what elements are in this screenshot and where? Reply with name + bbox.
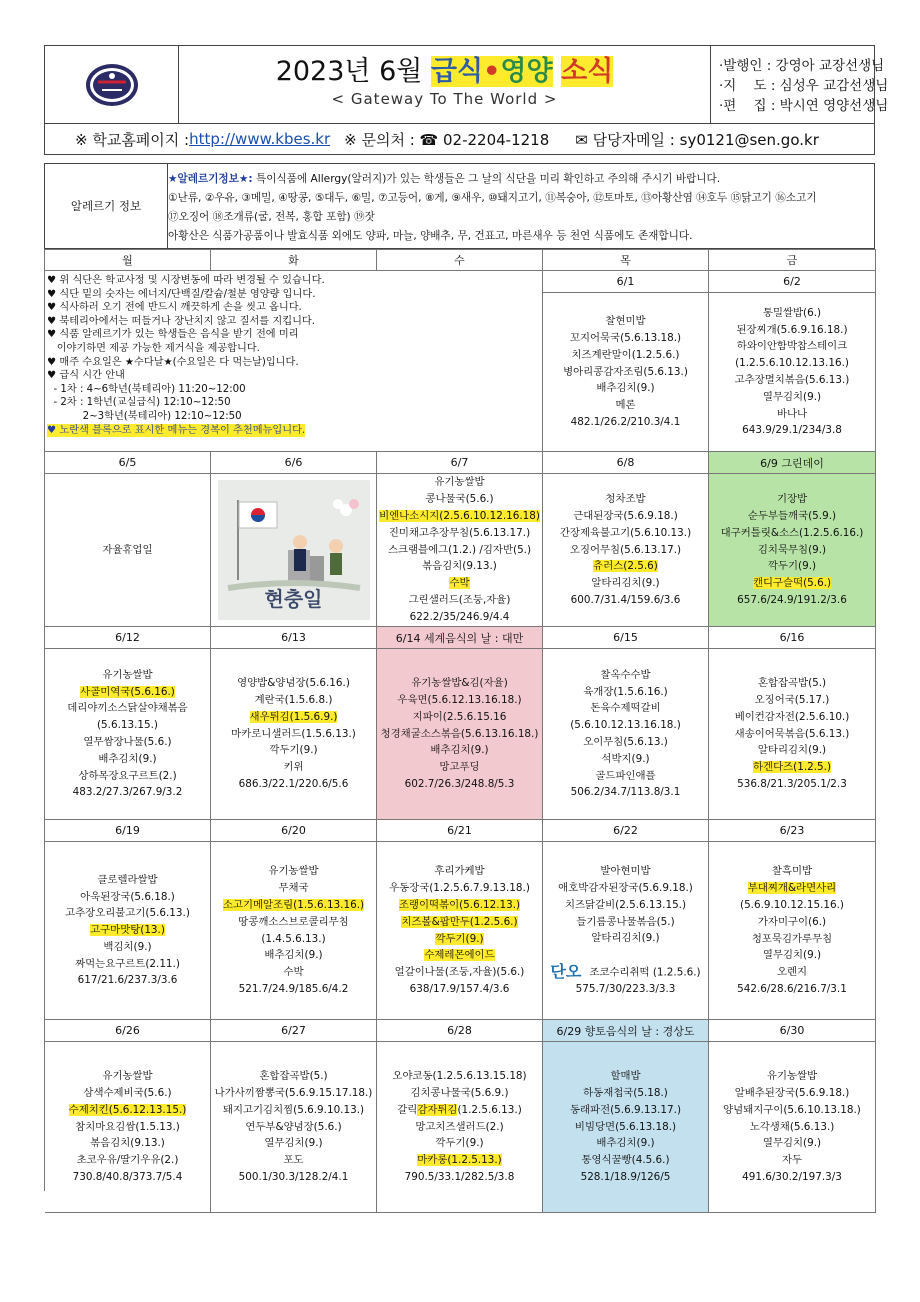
menu-item: 우육면(5.6.12.13.16.18.) [397,694,522,706]
note-recommend: ♥ 노란색 블록으로 표시한 메뉴는 경복이 추천메뉴입니다. [47,424,306,436]
menu-item: 521.7/24.9/185.6/4.2 [238,982,349,995]
menu-item: 대구커틀릿&소스(1.2.5.6.16.) [720,526,864,539]
menu-item: 돼지고기김치찜(5.6.9.10.13.) [222,1103,365,1116]
date-label: 6/29 향토음식의 날 : 경상도 [556,1024,695,1038]
menu-item: 혼합잡곡밥(5.) [259,1070,328,1083]
menu-cell [543,1042,709,1213]
menu-item: 치즈볼&팝만두(1.2.5.6.) [401,915,518,928]
note-line: - 2차 : 1학년(교실급식) 12:10~12:50 [47,397,231,409]
menu-item: 참치마요김쌈(1.5.13.) [75,1120,180,1133]
staff-row [719,96,889,116]
staff-row [719,56,885,76]
menu-item: 석박지(9.) [601,752,650,765]
menu-item: 오렌지 [776,966,808,979]
menu-item: 키위 [283,761,304,774]
menu-item: 고추장멸치볶음(5.6.13.) [734,374,850,386]
title-word-news: 소식 [561,56,614,87]
date-header [543,1020,709,1042]
date-header [45,627,211,649]
menu-item: 열무김치(9.) [762,390,822,403]
memorial-day-caption: 현충일 [264,587,323,612]
menu-item: 686.3/22.1/220.6/5.6 [238,777,349,790]
menu-item: 알타리김치(9.) [591,577,660,590]
menu-item: 마카롱(1.2.5.13.) [417,1154,502,1167]
date-label: 6/2 [783,275,801,288]
allergy-note: 아황산은 식품가공품이나 발효식품 외에도 양파, 마늘, 양배추, 무, 건표고, 마른새우 등 천연 식품에도 존재합니다. [168,230,693,242]
menu-item: 츄러스(2.5.6) [593,560,658,573]
menu-item: 할매밥 [610,1070,641,1083]
menu-cell [211,1042,377,1213]
day-header [45,250,211,271]
menu-item: 유기농쌀밥 [102,668,153,681]
notes-box [45,271,543,452]
menu-item: 땅콩깨소스브로콜리무침 [238,915,349,928]
menu-item: 소고기메알조림(1.5.6.13.16.) [222,898,365,911]
menu-item: (5.6.10.12.13.16.18.) [570,719,681,732]
note-line: ♥ 급식 시간 안내 [47,370,125,382]
date-header [709,1020,876,1042]
menu-item: 배추김치(9.) [98,752,157,765]
menu-item: 볶음김치(9.13.) [90,1137,165,1150]
date-label: 6/20 [281,824,306,837]
allergy-list-1: ①난류, ②우유, ③메밀, ④땅콩, ⑤대두, ⑥밀, ⑦고등어, ⑧게, ⑨새우, ⑩돼지고기, ⑪복숭아, ⑫토마토, ⑬아황산염 ⑭호두 ⑮닭고기 ⑯소고기 [168,192,817,204]
date-label: 6/15 [613,631,638,644]
date-label: 6/5 [118,456,137,469]
menu-item: 오징어무침(5.6.13.17.) [569,543,682,556]
menu-item: (5.6.9.10.12.15.16.) [740,898,844,911]
day-header [709,250,876,271]
title-word-nutrition: 영양 [500,56,553,87]
menu-item: 657.6/24.9/191.2/3.6 [737,593,847,606]
homepage-label: ※ 학교홈페이지 : [75,130,190,149]
menu-item: 알타리김치(9.) [591,932,660,945]
day-header-label: 목 [620,254,631,267]
menu-item: 506.2/34.7/113.8/3.1 [570,786,681,799]
menu-item: 비엔나소시지(2.5.6.10.12.16.18) [379,510,540,522]
menu-item: 바나나 [776,407,808,420]
menu-item: 622.2/35/246.9/4.4 [409,610,510,623]
menu-cell [709,1042,876,1213]
date-label: 6/6 [284,456,303,469]
menu-item: 새송이어묵볶음(5.6.13.) [734,727,850,740]
menu-item: 깍두기(9.) [767,560,817,573]
menu-cell [45,842,211,1020]
menu-item: 유기농쌀밥 [434,476,485,489]
menu-item: 연두부&양념장(5.6.) [245,1120,342,1133]
menu-item: 배추김치(9.) [596,382,655,395]
menu-item: 새우튀김(1.5.6.9.) [249,710,338,723]
date-header [709,452,876,474]
menu-item: 유기농쌀밥 [102,1070,153,1083]
menu-item: 배추김치(9.) [430,744,489,757]
menu-item: 병아리콩감자조림(5.6.13.) [563,365,688,378]
menu-item: 고추장오리불고기(5.6.13.) [65,907,190,920]
contact-phone: ※ 문의처 : ☎ 02-2204-1218 [344,130,550,149]
menu-item: 치즈닭갈비(2.5.6.13.15.) [564,898,687,911]
menu-item: 깍두기(9.) [269,744,318,757]
date-label: 6/19 [115,824,140,837]
menu-item: 콩나물국(5.6.) [425,493,494,506]
menu-cell [377,474,543,627]
menu-item: 꼬지어묵국(5.6.13.18.) [569,332,682,344]
menu-item: 포도 [283,1154,304,1167]
menu-item: 알배추된장국(5.6.9.18.) [734,1087,850,1099]
menu-item: 602.7/26.3/248.8/5.3 [404,777,515,790]
menu-item: 열무쌈장나물(5.6.) [83,736,172,748]
menu-item: 사골미역국(5.6.16.) [80,685,175,698]
menu-item: 수제치킨(5.6.12.13.15.) [68,1103,187,1116]
menu-item: 수박 [283,966,304,979]
staff-name: 박시연 영양선생님 [775,98,889,114]
menu-item: 골드파인애플 [595,769,656,782]
menu-item: 데리야끼소스닭살야채볶음 [67,702,188,715]
menu-item: 단오 조코수리취떡 (1.2.5.6.) [550,961,701,981]
menu-item: 영양밥&양념장(5.6.16.) [237,677,350,690]
menu-calendar [44,249,876,1191]
day-header-label: 금 [786,254,798,267]
day-header [543,250,709,271]
menu-item: 536.8/21.3/205.1/2.3 [737,777,847,790]
menu-item: 망고치즈샐러드(2.) [415,1120,504,1133]
menu-item: 575.7/30/223.3/3.3 [575,983,676,996]
menu-cell [543,649,709,820]
note-line: ♥ 북테리아에서는 떠들거나 장난치지 않고 질서를 지킵니다. [47,315,315,327]
menu-item: 계란국(1.5.6.8.) [254,694,333,706]
date-header [543,820,709,842]
menu-cell [45,649,211,820]
menu-cell [211,649,377,820]
menu-item: 치즈계란말이(1.2.5.6.) [571,348,680,361]
date-header [45,452,211,474]
menu-cell [543,842,709,1020]
menu-item: 자두 [781,1154,803,1167]
newsletter-title [179,56,710,88]
date-label: 6/16 [779,631,805,644]
menu-item: 청포묵김가루무침 [751,932,833,945]
date-label: 6/7 [450,456,469,469]
menu-item: 자율휴업일 [102,543,153,556]
menu-item: 돈육수제떡갈비 [590,702,661,715]
menu-item: 양념돼지구이(5.6.10.13.18.) [723,1103,861,1116]
menu-item: 542.6/28.6/216.7/3.1 [737,982,847,995]
date-label: 6/30 [779,1024,805,1037]
menu-item: 육개장(1.5.6.16.) [583,685,668,698]
menu-cell [709,649,876,820]
menu-item: 가자미구이(6.) [757,915,827,928]
menu-item: 오이무침(5.6.13.) [583,736,668,748]
menu-item: 근대된장국(5.6.9.18.) [573,510,678,522]
menu-cell [45,474,211,627]
note-line: 2~3학년(북테리아) 12:10~12:50 [47,410,242,422]
menu-item: 유기농쌀밥&김(자율) [411,677,508,690]
menu-cell [709,474,876,627]
date-label: 6/21 [447,824,472,837]
date-header [709,627,876,649]
menu-item: 마카로니샐러드(1.5.6.13.) [231,727,356,740]
menu-item: 찰흑미밥 [771,865,813,878]
note-line: ♥ 식단 밑의 숫자는 에너지/단백질/칼슘/철분 영양량 입니다. [47,288,316,300]
day-header-label: 월 [122,254,133,267]
menu-item: 부대찌개&라면사리 [747,882,837,895]
menu-item: 수박 [449,577,470,590]
menu-item: 청차조밥 [605,493,646,506]
menu-item: 하동재첩국(5.18.) [583,1087,668,1099]
date-header [377,452,543,474]
menu-item: 베이컨감자전(2.5.6.10.) [734,710,850,723]
date-header [45,820,211,842]
menu-cell [543,293,709,452]
menu-item: 아욱된장국(5.6.18.) [80,890,175,903]
menu-item: 찰현미밥 [605,315,646,328]
menu-cell [45,1042,211,1213]
menu-item: 수제레몬에이드 [424,949,495,962]
menu-item: 고구마맛탕(13.) [90,924,165,937]
date-label: 6/12 [115,631,140,644]
menu-item: 상하목장요구르트(2.) [78,769,177,782]
date-label: 6/22 [613,824,638,837]
menu-item: 조랭이떡볶이(5.6.12.13.) [398,898,521,911]
menu-item: 동래파전(5.6.9.13.17.) [569,1103,682,1116]
menu-item: 643.9/29.1/234/3.8 [742,424,842,437]
menu-item: 600.7/31.4/159.6/3.6 [570,593,681,606]
date-label: 6/8 [616,456,635,469]
menu-item: 491.6/30.2/197.3/3 [742,1170,842,1183]
staff-name: 심성우 교감선생님 [775,78,889,94]
allergy-text: ★알레르기정보★: 특이식품에 Allergy(알러지)가 있는 학생들은 그 날의 식단을 미리 확인하고 주의해 주시기 바랍니다. ①난류, ②우유, ③메밀, ④땅콩, ⑤대두, ⑥밀, ⑦고등어, ⑧게, ⑨새우, ⑩돼지고기, ⑪복숭아, ⑫토마토, ⑬아황산염 ⑭호두 ⑮닭고기 ⑯소고기 ⑰오징어 ⑱조개류(굴, 전복, 홍합 포함) ⑲잣 아황산은 식품가공품이나 발효식품 외에도 양파, 마늘, 양배추, 무, 건표고, 마른새우 등 천연 식품에도 존재합니다. [168,170,868,246]
staff-role: ·발행인 : [719,58,772,74]
menu-item: 오징어국(5.17.) [754,694,830,706]
menu-item: 삼색수제비국(5.6.) [83,1087,172,1099]
menu-item: 혼합잡곡밥(5.) [757,677,827,690]
menu-item: 백김치(9.) [103,940,152,953]
note-line: - 1차 : 4~6학년(북테리아) 11:20~12:00 [47,383,246,395]
homepage-link[interactable]: http://www.kbes.kr [189,130,331,148]
menu-item: 청경채굴소스볶음(5.6.13.16.18.) [380,727,539,740]
date-header [211,452,377,474]
date-header [211,1020,377,1042]
menu-item: (1.4.5.6.13.) [261,932,326,945]
day-header [211,250,377,271]
menu-cell [543,474,709,627]
menu-item: 482.1/26.2/210.3/4.1 [570,415,681,428]
menu-item: 무채국 [278,882,309,895]
staff-name: 강영아 교장선생님 [771,58,885,74]
date-header [377,820,543,842]
menu-item: 얼갈이나물(조둥,자율)(5.6.) [394,966,525,979]
menu-item: 지파이(2.5.6.15.16 [412,710,507,723]
menu-item: 나가사끼짬뽕국(5.6.9.15.17.18.) [214,1087,373,1099]
menu-item: 열무김치(9.) [762,949,822,962]
menu-item: 하와이안함박찹스테이크 [736,340,848,353]
note-line: ♥ 식사하러 오기 전에 반드시 깨끗하게 손을 씻고 옵니다. [47,302,302,314]
menu-item [624,947,627,964]
menu-item: 오야코동(1.2.5.6.13.15.18) [392,1070,527,1083]
menu-item: 배추김치(9.) [596,1137,655,1150]
note-line: ♥ 식품 알레르기가 있는 학생들은 음식을 받기 전에 미리 [47,329,299,341]
date-label: 6/1 [616,275,635,288]
menu-item: 후리가케밥 [434,865,485,878]
date-header [211,820,377,842]
menu-cell [377,1042,543,1213]
menu-cell [377,842,543,1020]
date-header [543,627,709,649]
school-emblem-icon [82,60,142,110]
day-header-label: 수 [454,254,465,267]
menu-item: 통밀쌀밥(6.) [762,306,822,319]
school-logo [45,46,179,124]
contact-email: ✉ 담당자메일 : sy0121@sen.go.kr [575,130,819,149]
menu-item: (1.2.5.6.10.12.13.16.) [735,357,849,370]
menu-item: 간장제육불고기(5.6.10.13.) [559,526,692,539]
date-header [377,1020,543,1042]
allergy-title: ★알레르기정보★: [168,173,253,185]
menu-item: 스크램블에그(1.2.) /김자반(5.) [387,543,532,556]
title-dot: • [483,56,501,87]
menu-item: 클로렐라쌀밥 [97,873,158,886]
day-header-label: 화 [288,254,299,267]
menu-item: 500.1/30.3/128.2/4.1 [238,1170,349,1183]
menu-item: 망고푸딩 [439,761,480,774]
staff-row [719,76,889,96]
menu-item: 노각생채(5.6.13.) [749,1120,835,1133]
date-header [211,627,377,649]
contact-bar [44,124,875,155]
date-label: 6/23 [779,824,805,837]
menu-cell [211,474,377,627]
menu-item: 된장찌개(5.6.9.16.18.) [736,323,848,336]
menu-item: 순두부들깨국(5.9.) [747,510,837,522]
title-date: 2023년 6월 [275,56,431,87]
note-line: ♥ 매주 수요일은 ★수다날★(수요일은 다 먹는날)입니다. [47,356,299,368]
date-label: 6/14 세계음식의 날 : 대만 [395,631,524,645]
date-header [709,271,876,293]
menu-item: 비빔당면(5.6.13.18.) [574,1120,677,1133]
date-header [543,452,709,474]
date-label: 6/26 [115,1024,140,1037]
menu-item: 애호박감자된장국(5.6.9.18.) [558,881,693,894]
menu-item: 열무김치(9.) [264,1137,323,1150]
menu-item: 통영식꿀빵(4.5.6.) [581,1154,670,1167]
menu-cell [709,293,876,452]
staff-role: ·편 집 : [719,98,776,114]
newsletter-subtitle: < Gateway To The World > [331,90,558,108]
menu-item: 진미채고추장무침(5.6.13.17.) [388,526,531,539]
menu-item: 그린샐러드(조둥,자율) [408,593,511,606]
staff-list [711,46,889,124]
menu-item: 730.8/40.8/373.7/5.4 [72,1170,183,1183]
menu-cell [709,842,876,1020]
menu-item: 483.2/27.3/267.9/3.2 [72,786,183,799]
date-label: 6/27 [281,1024,306,1037]
allergy-list-2: ⑰오징어 ⑱조개류(굴, 전복, 홍합 포함) ⑲잣 [168,211,375,223]
menu-item: (5.6.13.15.) [97,719,158,732]
menu-item: 초코우유/딸기우유(2.) [76,1154,179,1167]
menu-item: 찰옥수수밥 [600,668,651,681]
menu-item: 김치콩나물국(5.6.9.) [410,1087,509,1099]
menu-item: 617/21.6/237.3/3.6 [77,974,178,987]
menu-item: 열무김치(9.) [762,1137,822,1150]
menu-item: 528.1/18.9/126/5 [580,1170,671,1183]
newsletter-title-block [179,46,711,124]
date-header [377,627,543,649]
menu-item: 갈릭감자튀김(1.2.5.6.13.) [397,1103,522,1116]
menu-item: 유기농쌀밥 [766,1070,818,1083]
day-header [377,250,543,271]
allergy-label: 알레르기 정보 [45,164,168,248]
title-word-meal: 급식 [430,56,484,87]
date-header [709,820,876,842]
menu-item: 깍두기(9.) [435,1137,484,1150]
staff-role: ·지 도 : [719,78,776,94]
date-label: 6/28 [447,1024,472,1037]
menu-item: 기장밥 [776,493,808,506]
menu-item: 발아현미밥 [600,865,651,878]
menu-item: 메론 [615,399,636,412]
menu-item: 들기름콩나물볶음(5.) [576,915,675,928]
menu-item: 우동장국(1.2.5.6.7.9.13.18.) [389,882,530,895]
menu-item: 볶음김치(9.13.) [422,560,497,573]
menu-item: 깍두기(9.) [435,932,484,945]
menu-item: 하겐다즈(1.2.5.) [753,761,831,774]
menu-item: 배추김치(9.) [264,949,323,962]
date-label: 6/13 [281,631,306,644]
menu-cell [377,649,543,820]
date-header [45,1020,211,1042]
menu-item: 알타리김치(9.) [757,744,827,757]
menu-item: 790.5/33.1/282.5/3.8 [404,1170,515,1183]
menu-item: 김치묵무침(9.) [757,543,827,556]
menu-item: 짜먹는요구르트(2.11.) [75,957,180,970]
date-label: 6/9 그린데이 [760,456,824,470]
menu-cell [211,842,377,1020]
menu-item: 캔디구슬떡(5.6.) [752,577,832,590]
note-line: 이야기하면 제공 가능한 제거식을 제공합니다. [47,342,260,354]
menu-item: 638/17.9/157.4/3.6 [409,982,510,995]
newsletter-header [44,45,889,124]
menu-item: 유기농쌀밥 [268,865,319,878]
note-line: ♥ 위 식단은 학교사정 및 시장변동에 따라 변경될 수 있습니다. [47,275,325,286]
date-header [543,271,709,293]
dano-badge: 단오 [550,961,582,981]
allergy-info-box [44,163,875,249]
